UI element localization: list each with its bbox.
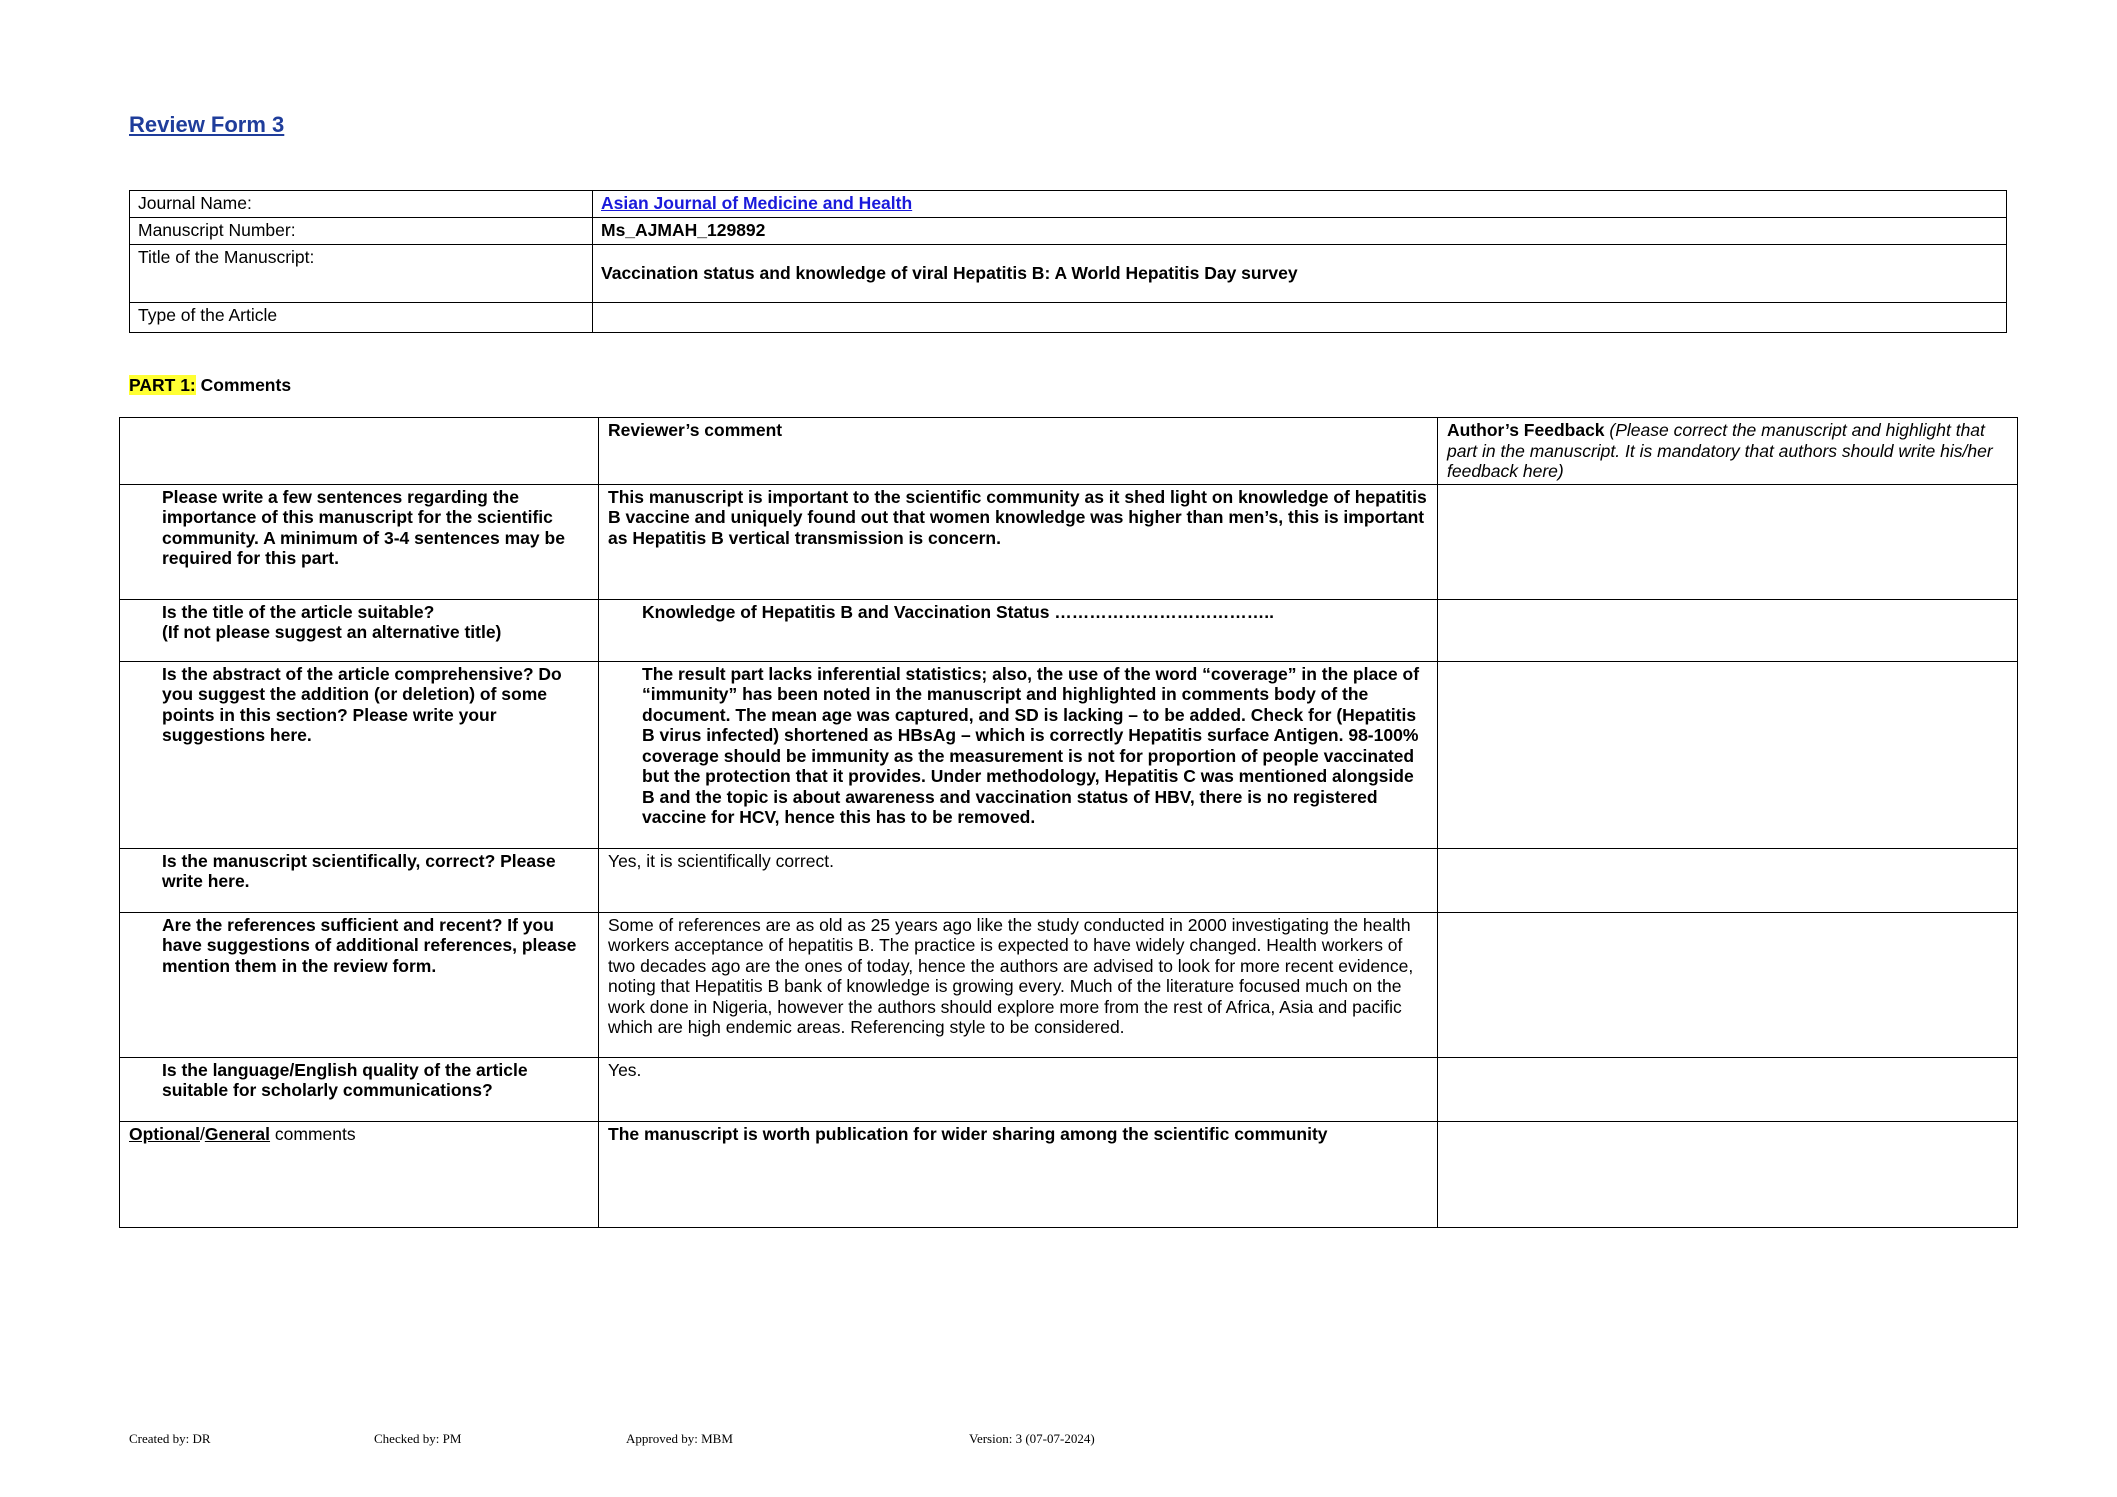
- footer-checked: Checked by: PM: [374, 1431, 462, 1446]
- author-feedback-title-cell[interactable]: [1438, 599, 2018, 661]
- author-feedback-header: [1438, 418, 2018, 485]
- reviewer-comment-language: Yes.: [599, 1057, 1438, 1121]
- table-header-row: [120, 418, 2018, 485]
- question-abstract: Is the abstract of the article comprehensive? Do you suggest the addition (or deletion) of some points in this section? Please write your suggestions here.: [120, 661, 599, 848]
- comments-table: [119, 417, 2018, 1228]
- table-row: [120, 599, 2018, 661]
- reviewer-comment-importance: This manuscript is important to the scientific community as it shed light on knowledge of hepatitis B vaccine and uniquely found out that women knowledge was higher than men’s, this is important as Hepatitis B vertical transmission is concern.: [599, 484, 1438, 599]
- footer-version: Version: 3 (07-07-2024): [969, 1431, 1095, 1446]
- optional-label-rest: comments: [270, 1123, 356, 1144]
- optional-comments-label: [120, 1121, 599, 1227]
- table-row: [120, 661, 2018, 848]
- question-scientific: Is the manuscript scientifically, correct? Please write here.: [120, 848, 599, 912]
- footer-created: Created by: DR: [129, 1431, 211, 1446]
- reviewer-comment-optional: The manuscript is worth publication for wider sharing among the scientific community: [599, 1121, 1438, 1227]
- optional-label-a: Optional: [129, 1123, 200, 1144]
- article-type-value: [593, 303, 2007, 333]
- form-title[interactable]: Review Form 3: [129, 112, 285, 137]
- manuscript-title-value: Vaccination status and knowledge of viral Hepatitis B: A World Hepatitis Day survey: [593, 245, 2007, 303]
- question-importance: Please write a few sentences regarding the importance of this manuscript for the scientific community. A minimum of 3-4 sentences may be required for this part.: [120, 484, 599, 599]
- table-row: [120, 484, 2018, 599]
- part-heading: [129, 375, 291, 396]
- question-language: Is the language/English quality of the article suitable for scholarly communications?: [120, 1057, 599, 1121]
- author-feedback-language[interactable]: [1438, 1057, 2018, 1121]
- manuscript-info-table: [129, 190, 2007, 333]
- manuscript-title-label: Title of the Manuscript:: [130, 245, 593, 303]
- journal-name-label: Journal Name:: [130, 191, 593, 218]
- manuscript-number-value: Ms_AJMAH_129892: [593, 218, 2007, 245]
- manuscript-number-label: Manuscript Number:: [130, 218, 593, 245]
- table-row: [120, 912, 2018, 1057]
- reviewer-comment-header: Reviewer’s comment: [599, 418, 1438, 485]
- author-feedback-instructions: (Please correct the manuscript and highlight that part in the manuscript. It is mandatory that authors should write his/her feedback here): [1447, 420, 1993, 481]
- question-title: Is the title of the article suitable? (If not please suggest an alternative title): [120, 599, 599, 661]
- optional-label-b: General: [204, 1123, 271, 1144]
- reviewer-comment-title: Knowledge of Hepatitis B and Vaccination Status ………………………………..: [599, 599, 1438, 661]
- author-feedback-scientific[interactable]: [1438, 848, 2018, 912]
- table-row: [120, 848, 2018, 912]
- question-references: Are the references sufficient and recent? If you have suggestions of additional references, please mention them in the review form.: [120, 912, 599, 1057]
- table-row: [120, 1057, 2018, 1121]
- footer-approved: Approved by: MBM: [626, 1431, 733, 1446]
- reviewer-comment-scientific: Yes, it is scientifically correct.: [599, 848, 1438, 912]
- author-feedback-title: Author’s Feedback: [1447, 420, 1605, 440]
- optional-label-sep: /: [199, 1123, 205, 1144]
- part-title: Comments: [195, 375, 292, 395]
- author-feedback-importance[interactable]: [1438, 484, 2018, 599]
- author-feedback-abstract[interactable]: [1438, 661, 2018, 848]
- header-blank-cell: [120, 418, 599, 485]
- author-feedback-optional[interactable]: [1438, 1121, 2018, 1227]
- reviewer-comment-references: Some of references are as old as 25 years ago like the study conducted in 2000 investigating the health workers acceptance of hepatitis B. The practice is expected to have widely changed. Health workers of two decades ago are the ones of today, hence the authors are advised to look for more recent evidence, noting that Hepatitis B bank of knowledge is growing every. Much of the literature focused much on the work done in Nigeria, however the authors should explore more from the rest of Africa, Asia and pacific which are high endemic areas. Referencing style to be considered.: [599, 912, 1438, 1057]
- table-row: [120, 1121, 2018, 1227]
- journal-name-link[interactable]: Asian Journal of Medicine and Health: [601, 193, 913, 213]
- journal-name-value: [593, 191, 2007, 218]
- author-feedback-references[interactable]: [1438, 912, 2018, 1057]
- article-type-label: Type of the Article: [130, 303, 593, 333]
- reviewer-comment-abstract: The result part lacks inferential statistics; also, the use of the word “coverage” in the place of “immunity” has been noted in the manuscript and highlighted in comments body of the document. The mean age was captured, and SD is lacking – to be added. Check for (Hepatitis B virus infected) shortened as HBsAg – which is correctly Hepatitis surface Antigen. 98-100% coverage should be immunity as the measurement is not for proportion of people vaccinated but the protection that it provides. Under methodology, Hepatitis C was mentioned alongside B and the topic is about awareness and vaccination status of HBV, there is no registered vaccine for HCV, hence this has to be removed.: [599, 661, 1438, 848]
- part-label: PART 1:: [129, 375, 196, 395]
